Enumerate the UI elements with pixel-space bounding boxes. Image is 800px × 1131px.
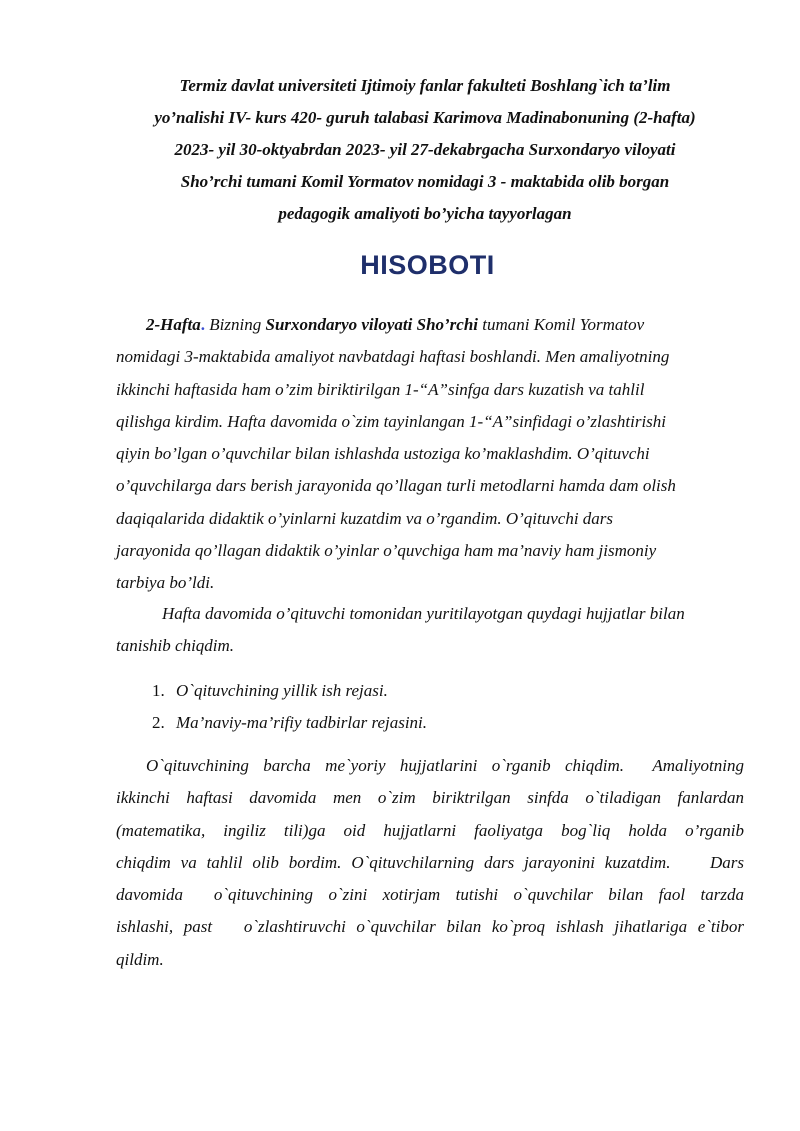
week-label-dot: . [200,315,206,334]
paragraph-line: chiqdim va tahlil olib bordim. O`qituvchilarning dars jarayonini kuzatdim. Dars [116,852,744,872]
list-number: 1. [152,681,165,700]
paragraph-line: nomidagi 3-maktabida amaliyot navbatdagi haftasi boshlandi. Men amaliyotning [116,347,670,367]
paragraph-line: qildim. [116,949,164,969]
list-number: 2. [152,713,165,732]
documents-list [152,675,427,739]
paragraph-line: O`qituvchining barcha me`yoriy hujjatlarini o`rganib chiqdim. Amaliyotning [146,756,744,775]
list-item [152,707,427,739]
paragraph-line: ishlashi, past o`zlashtiruvchi o`quvchilar bilan ko`proq ishlash jihatlariga e`tibor [116,917,744,937]
paragraph-line: ikkinchi haftasi davomida men o`zim biriktrilgan sinfda o`tiladigan fanlardan [116,788,744,808]
list-text: Ma’naviy-ma’rifiy tadbirlar rejasini. [176,713,428,732]
document-heading [100,70,750,230]
paragraph-line: qiyin bo’lgan o’quvchilar bilan ishlashda ustoziga ko’maklashdim. O’qituvchi [116,444,650,464]
list-text: O`qituvchining yillik ish rejasi. [176,681,388,700]
heading-line: Sho’rchi tumani Komil Yormatov nomidagi 3 - maktabida olib borgan [180,172,670,191]
lead-text: Bizning [205,315,266,334]
heading-line: yo’nalishi IV- kurs 420- guruh talabasi Karimova Madinabonuning (2-hafta) [154,108,696,127]
paragraph-line: Hafta davomida o’qituvchi tomonidan yuritilayotgan quydagi hujjatlar bilan [162,604,685,623]
heading-line: pedagogik amaliyoti bo’yicha tayyorlagan [278,204,572,223]
paragraph-week-report [116,309,744,600]
page-title: HISOBOTI [360,250,495,280]
paragraph-documents-review [116,750,744,976]
lead-rest: tumani Komil Yormatov [478,315,645,334]
paragraph-line: daqiqalarida didaktik o’yinlarni kuzatdim va o’rgandim. O’qituvchi dars [116,508,614,528]
paragraph-line: tanishib chiqdim. [116,636,235,656]
paragraph-line: (matematika, ingiliz tili)ga oid hujjatlarni faoliyatga bog`liq holda o’rganib [116,820,744,840]
week-label: 2-Hafta [146,315,201,334]
paragraph-line: ikkinchi haftasida ham o’zim biriktirilgan 1-“A”sinfga dars kuzatish va tahlil [116,379,645,399]
list-item [152,675,427,707]
paragraph-line: jarayonida qo’llagan didaktik o’yinlar o’quvchiga ham ma’naviy ham jismoniy [116,541,657,561]
paragraph-documents-intro [116,598,744,663]
paragraph-line: o’quvchilarga dars berish jarayonida qo’llagan turli metodlarni hamda dam olish [116,476,676,496]
heading-line: 2023- yil 30-oktyabrdan 2023- yil 27-dekabrgacha Surxondaryo viloyati [174,140,676,159]
paragraph-line: qilishga kirdim. Hafta davomida o`zim tayinlangan 1-“A”sinfidagi o’zlashtirishi [116,411,667,431]
paragraph-line: tarbiya bo’ldi. [116,573,215,593]
paragraph-line: davomida o`qituvchining o`zini xotirjam tutishi o`quvchilar bilan faol tarzda [116,885,744,905]
heading-line: Termiz davlat universiteti Ijtimoiy fanlar fakulteti Boshlang`ich ta’lim [179,76,671,95]
location-bold: Surxondaryo viloyati Sho’rchi [265,315,479,334]
paragraph-first-line [116,309,744,341]
